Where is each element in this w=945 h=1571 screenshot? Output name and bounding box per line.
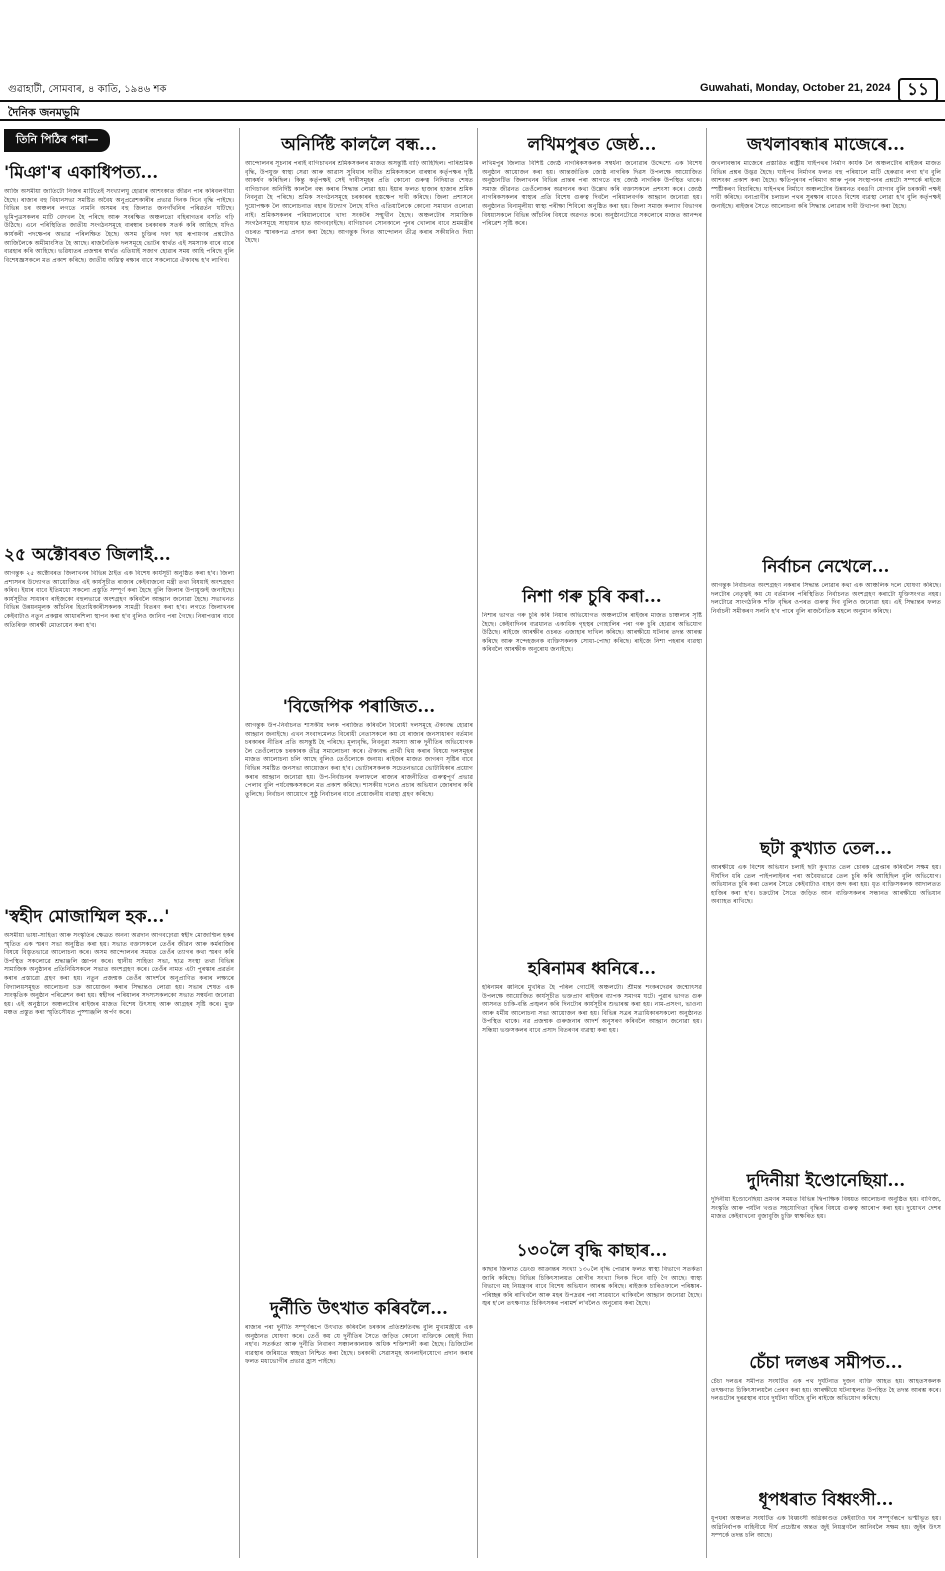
article-headline[interactable]: ২৫ অক্টোবৰত জিলাই... xyxy=(4,545,171,565)
article-body: লখিমপুৰ জিলাত বিশিষ্ট জ্যেষ্ঠ নাগৰিকসকলক সম্বৰ্ধনা জনোৱাৰ উদ্দেশ্যে এক বিশেষ অনুষ্ঠান আয়োজন কৰা হয়। আন্তৰ্জাতিক জ্যেষ্ঠ নাগৰিক দিৱস উপলক্ষে আয়োজিত অনুষ্ঠানটিত জিলাখনৰ বিভিন্ন প্ৰান্তৰ পৰা আগতে বহু জ্যেষ্ঠ নাগৰিক উপস্থিত থাকে। সমাজ জীৱনত তেওঁলোকৰ অৱদানৰ কথা উল্লেখ কৰি বক্তাসকলে প্ৰশংসা কৰে। জ্যেষ্ঠ নাগৰিকসকলৰ স্বাস্থ্যৰ প্ৰতি বিশেষ গুৰুত্ব দিবলৈ পৰিয়ালবৰ্গক আহ্বান জনোৱা হয়। অনুষ্ঠানত বিনামূলীয়া স্বাস্থ্য পৰীক্ষা শিবিৰো অনুষ্ঠিত কৰা হয়। জিলা সমাজ কল্যাণ বিভাগৰ বিষয়াসকলে বিভিন্ন আঁচনিৰ বিষয়ে অৱগত কৰে। অনুষ্ঠানটোৱে সকলোৰে মাজত আনন্দৰ পৰিৱেশ সৃষ্টি কৰে। xyxy=(482,160,702,228)
header-date-assamese: গুৱাহাটী, সোমবাৰ, ৪ কাতি, ১৯৪৬ শক xyxy=(8,84,167,95)
article-headline[interactable]: 'বিজেপিক পৰাজিত... xyxy=(282,697,436,717)
header-date-english: Guwahati, Monday, October 21, 2024 xyxy=(700,82,891,94)
article-headline[interactable]: ১৩০লৈ বৃদ্ধি কাছাৰ... xyxy=(516,1241,668,1261)
article-body: আগন্তুক উপ-নিৰ্বাচনত শাসকীয় দলক পৰাজিত কৰিবলৈ বিৰোধী দলসমূহে ঐক্যবদ্ধ হোৱাৰ আহ্বান জনাইছে। এখন সংবাদমেলত বিৰোধী নেতাসকলে কয় যে ৰাজ্যৰ জনসাধাৰণ বৰ্তমান চৰকাৰৰ নীতিৰ প্ৰতি অসন্তুষ্ট হৈ পৰিছে। মূল্যবৃদ্ধি, নিবনুৱা সমস্যা আৰু দুৰ্নীতিৰ অভিযোগক লৈ তেওঁলোকে চৰকাৰক তীব্ৰ সমালোচনা কৰে। ঐক্যবদ্ধ প্ৰাৰ্থী থিয় কৰাৰ বিষয়ে দলসমূহৰ মাজত আলোচনা চলি আছে বুলিও তেওঁলোকে জনায়। ৰাইজৰ মাজত জাগৰণ সৃষ্টিৰ বাবে বিভিন্ন সমষ্টিত জনসভা আয়োজন কৰা হ'ব। ভোটাৰসকলক সচেতনভাৱে ভোটাধিকাৰ প্ৰয়োগ কৰাৰ আহ্বান জনোৱা হয়। উপ-নিৰ্বাচনৰ ফলাফলে ৰাজ্যৰ ৰাজনীতিত গুৰুত্বপূৰ্ণ প্ৰভাৱ পেলাব বুলি পৰ্যবেক্ষকসকলে মত প্ৰকাশ কৰিছে। শাসকীয় দলেও প্ৰচাৰ অভিযান জোৰদাৰ কৰি তুলিছে। নিৰ্বাচন আয়োগে সুষ্ঠু নিৰ্বাচনৰ বাবে প্ৰয়োজনীয় ব্যৱস্থা গ্ৰহণ কৰিছে। xyxy=(245,722,473,798)
article-body: আন্দোলনৰ সূচনাৰ পৰাই বাগিচাখনৰ শ্ৰমিকসকলৰ মাজত অসন্তুষ্টি বাঢ়ি আহিছিল। পাৰিশ্ৰমিক বৃদ্ধি, উপযুক্ত স্বাস্থ্য সেৱা আৰু আৱাস সুবিধাৰ দাবীত শ্ৰমিকসকলে বাৰম্বাৰ কৰ্তৃপক্ষৰ দৃষ্টি আকৰ্ষণ কৰিছিল। কিন্তু কৰ্তৃপক্ষই সেই দাবীসমূহৰ প্ৰতি কোনো গুৰুত্ব নিদিয়াত শেষত বাগিচাখন অনিৰ্দিষ্ট কাললৈ বন্ধ কৰাৰ সিদ্ধান্ত লোৱা হয়। ইয়াৰ ফলত হাজাৰ হাজাৰ শ্ৰমিক নিবনুৱা হৈ পৰিছে। শ্ৰমিক সংগঠনসমূহে চৰকাৰৰ হস্তক্ষেপ দাবী কৰিছে। জিলা প্ৰশাসনে দুয়োপক্ষক লৈ আলোচনাত বহাৰ উদ্যোগ লৈছে যদিও এতিয়ালৈকে কোনো সমাধান ওলোৱা নাই। শ্ৰমিকসকলৰ পৰিয়ালবোৰে খাদ্য সংকটৰ সন্মুখীন হৈছে। অঞ্চলটোৰ সামাজিক সংগঠনসমূহে সাহায্যৰ হাত আগবঢ়াইছে। বাগিচাখন সোনকালে পুনৰ খোলাৰ বাবে শ্ৰমমন্ত্ৰীৰ ওচৰত স্মাৰকপত্ৰ প্ৰদান কৰা হৈছে। আগন্তুক দিনত আন্দোলন তীব্ৰ কৰাৰ সকীয়নিও দিয়া হৈছে। xyxy=(245,160,473,245)
article-headline[interactable]: হৰিনামৰ ধ্বনিৰে... xyxy=(527,959,657,979)
article-body: কাছাৰ জিলাত ডেংগু আক্ৰান্তৰ সংখ্যা ১৩০লৈ বৃদ্ধি পোৱাৰ ফলত স্বাস্থ্য বিভাগে সতৰ্কতা জাৰি কৰিছে। বিভিন্ন চিকিৎসালয়ত ৰোগীৰ সংখ্যা দিনক দিনে বাঢ়ি গৈ আছে। স্বাস্থ্য বিভাগে মহ নিয়ন্ত্ৰণৰ বাবে বিশেষ অভিযান আৰম্ভ কৰিছে। ৰাইজক চাৰিওফালে পৰিষ্কাৰ-পৰিচ্ছন্ন কৰি ৰাখিবলৈ আৰু মহৰ উপদ্ৰৱৰ পৰা সাৱধানে থাকিবলৈ আহ্বান জনোৱা হৈছে। জ্বৰ হ'লে তৎক্ষণাত চিকিৎসকৰ পৰামৰ্শ ল'বলৈও অনুৰোধ কৰা হৈছে। xyxy=(482,1266,702,1308)
article-headline[interactable]: ধূপধৰাত বিধ্বংসী... xyxy=(758,1490,894,1510)
page-header xyxy=(0,0,945,120)
article-body: নিশাৰ ভাগত গৰু চুৰি কৰি নিয়াৰ অভিযোগত অঞ্চলটোৰ ৰাইজৰ মাজত চাঞ্চল্যৰ সৃষ্টি হৈছে। কেইবাদিনৰ ব্যৱধানত একাধিক গৃহস্থৰ গোহালিৰ পৰা গৰু চুৰি হোৱাৰ অভিযোগ উঠিছে। ৰাইজে আৰক্ষীৰ ওচৰত এজাহাৰ দাখিল কৰিছে। আৰক্ষীয়ে ঘটনাৰ তদন্ত আৰম্ভ কৰিছে আৰু সন্দেহজনক ব্যক্তিসকলক সোধা-পোছা কৰিছে। ৰাইজে নিশা পহৰাৰ ব্যৱস্থা কৰিবলৈ আৰক্ষীক অনুৰোধ জনাইছে। xyxy=(482,612,702,654)
masthead: দৈনিক জনমভূমি xyxy=(8,106,80,119)
article xyxy=(711,1352,941,1483)
article-headline[interactable]: অনিৰ্দিষ্ট কাললৈ বন্ধ... xyxy=(281,135,437,155)
article xyxy=(482,1240,702,1556)
article-headline[interactable]: ছটা কুখ্যাত তেল... xyxy=(759,839,893,859)
article-body: চেঁচা দলঙৰ সমীপত সংঘটিত এক পথ দুৰ্ঘটনাত দুজন ব্যক্তি আহত হয়। আহতসকলক তৎক্ষণাত চিকিৎসালয়লৈ প্ৰেৰণ কৰা হয়। আৰক্ষীয়ে ঘটনাস্থলত উপস্থিত হৈ তদন্ত আৰম্ভ কৰে। দলঙটোৰ দুৰৱস্থাৰ বাবে দুৰ্ঘটনা ঘটিছে বুলি ৰাইজে অভিযোগ কৰিছে। xyxy=(711,1378,941,1403)
article-headline[interactable]: 'স্বহীদ মোজাম্মিল হক...' xyxy=(4,907,170,927)
article xyxy=(482,134,702,580)
article-headline[interactable]: নিৰ্বাচন নেখেলে... xyxy=(762,557,890,577)
article-headline[interactable]: চেঁচা দলঙৰ সমীপত... xyxy=(749,1353,903,1373)
article-headline[interactable]: নিশা গৰু চুৰি কৰা... xyxy=(522,587,662,607)
article-body: আজি অসমীয়া জাতিটো নিজৰ মাটিতেই সংখ্যালঘু হোৱাৰ আশংকাত জীৱন পাৰ কৰিবলগীয়া হৈছে। ৰাজ্যৰ বহু বিধানসভা সমষ্টিত অবৈধ অনুপ্ৰৱেশকাৰীৰ প্ৰভাৱ দিনক দিনে বৃদ্ধি পাইছে। বিভিন্ন চৰ অঞ্চলৰ লগতে নামনি অসমৰ বহু জিলাত জনগাঁথনিৰ পৰিৱৰ্তন ঘটিছে। ভূমিপুত্ৰসকলৰ মাটি বেদখল হৈ পৰিছে আৰু সংৰক্ষিত অঞ্চলতো বহিৰাগতৰ বসতি গঢ়ি উঠিছে। এনে পৰিস্থিতিত জাতীয় সংগঠনসমূহে বাৰম্বাৰ চৰকাৰক সতৰ্ক কৰি আহিছে যদিও কাৰ্যকৰী পদক্ষেপৰ অভাৱ পৰিলক্ষিত হৈছে। অসম চুক্তিৰ দফা ছয় ৰূপায়ণৰ প্ৰশ্নটোও আজিলৈকে অমীমাংসিত হৈ আছে। ৰাজনৈতিক দলসমূহে ভোটৰ স্বাৰ্থত এই সমস্যাক বাৰে বাৰে ব্যৱহাৰ কৰি আহিছে। ভৱিষ্যতৰ প্ৰজন্মৰ স্বাৰ্থত এতিয়াই সজাগ হোৱাৰ সময় আহি পৰিছে বুলি বিশেষজ্ঞসকলে মত প্ৰকাশ কৰিছে। জাতীয় অস্তিত্ব ৰক্ষাৰ বাবে সকলোৱে ঐক্যবদ্ধ হ'ব লাগিব। xyxy=(4,188,234,264)
article xyxy=(245,134,473,690)
article xyxy=(4,544,234,900)
article xyxy=(245,1298,473,1524)
article-headline[interactable]: দুদিনীয়া ইণ্ডোনেছিয়া... xyxy=(746,1171,906,1191)
article xyxy=(711,838,941,1164)
article-headline[interactable]: জখলাবন্ধাৰ মাজেৰে... xyxy=(747,135,905,155)
article xyxy=(4,906,234,1558)
article-body: আগন্তুক নিৰ্বাচনত অংশগ্ৰহণ নকৰাৰ সিদ্ধান্ত লোৱাৰ কথা এক আঞ্চলিক দলে ঘোষণা কৰিছে। দলটোৰ নেতৃত্বই কয় যে বৰ্তমানৰ পৰিস্থিতিত নিৰ্বাচনত অংশগ্ৰহণ কৰাটো যুক্তিসংগত নহয়। দলটোৱে সাংগঠনিক শক্তি বৃদ্ধিৰ ওপৰত গুৰুত্ব দিব বুলিও জনোৱা হয়। এই সিদ্ধান্তৰ ফলত নিৰ্বাচনী সমীকৰণ সলনি হ'ব পাৰে বুলি ৰাজনৈতিক মহলে অনুমান কৰিছে। xyxy=(711,582,941,615)
column-divider xyxy=(239,128,240,1558)
article-headline[interactable]: দুৰ্নীতি উৎখাত কৰিবলৈ... xyxy=(270,1299,448,1319)
article xyxy=(711,556,941,832)
article-headline[interactable]: লখিমপুৰত জেষ্ঠ... xyxy=(527,135,657,155)
article xyxy=(711,134,941,550)
article-headline[interactable]: 'মিঞা'ৰ একাধিপত্য... xyxy=(4,163,159,183)
column-divider xyxy=(477,128,478,1558)
article xyxy=(482,958,702,1234)
column-divider xyxy=(706,128,707,1558)
article-body: অসমীয়া ভাষা-সাহিত্য আৰু সংস্কৃতিৰ ক্ষেত্ৰত অনন্য অৱদান আগবঢ়োৱা স্বহীদ মোজাম্মিল হকৰ স্মৃতিত এক স্মৰণ সভা অনুষ্ঠিত কৰা হয়। সভাত বক্তাসকলে তেওঁৰ জীৱন আৰু কৰ্মৰাজিৰ বিষয়ে বিস্তৃতভাৱে আলোচনা কৰে। অসম আন্দোলনৰ সময়ত তেওঁৰ ত্যাগৰ কথা স্মৰণ কৰি উপস্থিত সকলোৱে শ্ৰদ্ধাঞ্জলি জ্ঞাপন কৰে। স্থানীয় সাহিত্য সভা, ছাত্ৰ সংস্থা তথা বিভিন্ন সামাজিক অনুষ্ঠানৰ প্ৰতিনিধিসকলে সভাত অংশগ্ৰহণ কৰে। তেওঁৰ নামত এটা পুৰস্কাৰ প্ৰৱৰ্তন কৰাৰ প্ৰস্তাৱো গ্ৰহণ কৰা হয়। নতুন প্ৰজন্মক তেওঁৰ আদৰ্শৰে অনুপ্ৰাণিত কৰাৰ লক্ষ্যৰে বিদ্যালয়সমূহত আলোচনা চক্ৰ আয়োজন কৰাৰ সিদ্ধান্তও লোৱা হয়। সভাৰ শেষত এক সাংস্কৃতিক অনুষ্ঠান পৰিৱেশন কৰা হয়। স্বহীদৰ পৰিয়ালৰ সদস্যসকলকো সভাত সম্বৰ্ধনা জনোৱা হয়। এই অনুষ্ঠানে অঞ্চলটোৰ ৰাইজৰ মাজত বিশেষ উৎসাহ আৰু আগ্ৰহৰ সৃষ্টি কৰে। মুক্ত মঞ্চত প্ৰস্তুত কৰা স্মৃতিসৌধত পুষ্পাঞ্জলি অৰ্পণ কৰে। xyxy=(4,932,234,1017)
page-number: ১১ xyxy=(898,78,938,102)
article-body: দুদিনীয়া ইণ্ডোনেছিয়া ভ্ৰমণৰ সময়ত বিভিন্ন দ্বিপাক্ষিক বিষয়ত আলোচনা অনুষ্ঠিত হয়। বাণিজ্য, সংস্কৃতি আৰু পৰ্যটন খণ্ডত সহযোগিতা বৃদ্ধিৰ বিষয়ে গুৰুত্ব আৰোপ কৰা হয়। দুয়োখন দেশৰ মাজত কেইবাখনো বুজাবুজি চুক্তি স্বাক্ষৰিত হয়। xyxy=(711,1196,941,1221)
article-body: আৰক্ষীয়ে এক বিশেষ অভিযান চলাই ছটা কুখ্যাত তেল চোৰক গ্ৰেপ্তাৰ কৰিবলৈ সক্ষম হয়। দীৰ্ঘদিন ধৰি তেল পাইপলাইনৰ পৰা অবৈধভাৱে তেল চুৰি কৰি আহিছিল বুলি অভিযোগ। অভিযানত চুৰি কৰা তেলৰ সৈতে কেইবাটাও বাহন জব্দ কৰা হয়। ধৃত ব্যক্তিসকলক আদালতত হাজিৰ কৰা হ'ব। চক্ৰটোৰ সৈতে জড়িত আন ব্যক্তিসকলৰ সন্ধানত আৰক্ষীয়ে অভিযান অব্যাহত ৰাখিছে। xyxy=(711,864,941,906)
article xyxy=(711,1170,941,1346)
article-body: আগন্তুক ২৫ অক্টোবৰত জিলাখনৰ বিভিন্ন ঠাইত এক বিশেষ কাৰ্যসূচী অনুষ্ঠিত কৰা হ'ব। জিলা প্ৰশাসনৰ উদ্যোগত আয়োজিত এই কাৰ্যসূচীত ৰাজ্যৰ কেইবাজনো মন্ত্ৰী তথা বিষয়াই অংশগ্ৰহণ কৰিব। ইয়াৰ বাবে ইতিমধ্যে সকলো প্ৰস্তুতি সম্পূৰ্ণ কৰা হৈছে বুলি জিলাৰ উপায়ুক্তই জনাইছে। কাৰ্যসূচীত সাধাৰণ ৰাইজকো বহুলভাৱে অংশগ্ৰহণ কৰিবলৈ আহ্বান জনোৱা হৈছে। সভাখনত বিভিন্ন উন্নয়নমূলক আঁচনিৰ হিতাধিকাৰীসকলক সামগ্ৰী বিতৰণ কৰা হ'ব। লগতে জিলাখনৰ কেইবাটাও নতুন প্ৰকল্পৰ আধাৰশিলা স্থাপন কৰা হ'ব বুলিও জানিব পৰা গৈছে। নিৰাপত্তাৰ বাবে অতিৰিক্ত আৰক্ষী মোতায়েন কৰা হ'ব। xyxy=(4,570,234,629)
column-1 xyxy=(4,128,234,1558)
column-4 xyxy=(711,128,941,1558)
article xyxy=(482,586,702,952)
article-body: হৰিনামৰ ধ্বনিৰে মুখৰিত হৈ পৰিল গোটেই অঞ্চলটো। শ্ৰীমন্ত শংকৰদেৱৰ জন্মোৎসৱ উপলক্ষে আয়োজিত কাৰ্যসূচীত ভক্তপ্ৰাণ ৰাইজৰ ব্যাপক সমাগম ঘটে। পুৱাৰ ভাগত গুৰু আসনত চাকি-বন্তি প্ৰজ্বলন কৰি দিনটোৰ কাৰ্যসূচীৰ শুভাৰম্ভ কৰা হয়। নাম-প্ৰসংগ, ভাওনা আৰু ধৰ্মীয় আলোচনা সভা আয়োজন কৰা হয়। বিভিন্ন সত্ৰৰ সত্ৰাধিকাৰসকলো অনুষ্ঠানত উপস্থিত থাকে। নৱ প্ৰজন্মক গুৰুজনাৰ আদৰ্শ অনুসৰণ কৰিবলৈ আহ্বান জনোৱা হয়। সন্ধিয়া ভক্তসকলৰ বাবে প্ৰসাদ বিতৰণৰ ব্যৱস্থা কৰা হয়। xyxy=(482,984,702,1034)
header-rule-bottom xyxy=(0,119,945,121)
article xyxy=(4,162,234,538)
article xyxy=(245,696,473,1292)
article-body: ধূপধৰা অঞ্চলত সংঘটিত এক বিধ্বংসী অগ্নিকাণ্ডত কেইবাটাও ঘৰ সম্পূৰ্ণৰূপে ভস্মীভূত হয়। অগ্নিনিৰ্বাপক বাহিনীয়ে দীৰ্ঘ প্ৰচেষ্টাৰ অন্তত জুই নিয়ন্ত্ৰণলৈ আনিবলৈ সক্ষম হয়। জুইৰ উৎস সম্পৰ্কে তদন্ত চলি আছে। xyxy=(711,1515,941,1540)
column-2 xyxy=(245,128,473,1558)
article xyxy=(711,1489,941,1558)
section-tag: তিনি পিঠিৰ পৰা— xyxy=(4,129,110,152)
article-body: জখলাবন্ধাৰ মাজেৰে প্ৰস্তাৱিত ৰাষ্ট্ৰীয় ঘাইপথৰ নিৰ্মাণ কাৰ্যক লৈ অঞ্চলটোৰ ৰাইজৰ মাজত বিভিন্ন প্ৰশ্নৰ উদ্ভৱ হৈছে। ঘাইপথ নিৰ্মাণৰ ফলত বহু পৰিয়ালে মাটি হেৰুৱাব লগা হ'ব বুলি আশংকা প্ৰকাশ কৰা হৈছে। ক্ষতিপূৰণৰ পৰিমাণ আৰু পুনৰ সংস্থাপনৰ প্ৰশ্নটো সম্পৰ্কে ৰাইজে স্পষ্টীকৰণ বিচাৰিছে। ঘাইপথৰ নিৰ্মাণে অঞ্চলটোৰ উন্নয়নত বৰঙণি যোগাব বুলি চৰকাৰী পক্ষই দাবী কৰিছে। বন্যপ্ৰাণীৰ চলাচল পথৰ সুৰক্ষাৰ বাবেও বিশেষ ব্যৱস্থা লোৱা হ'ব বুলি কৰ্তৃপক্ষই জনাইছে। ৰাইজৰ সৈতে আলোচনা কৰি সিদ্ধান্ত লোৱাৰ দাবী উত্থাপন কৰা হৈছে। xyxy=(711,160,941,210)
column-3 xyxy=(482,128,702,1558)
header-rule xyxy=(0,100,945,102)
article-body: ৰাজ্যৰ পৰা দুৰ্নীতি সম্পূৰ্ণৰূপে উৎখাত কৰিবলৈ চৰকাৰ প্ৰতিশ্ৰুতিবদ্ধ বুলি মুখ্যমন্ত্ৰীয়ে এক অনুষ্ঠানত ঘোষণা কৰে। তেওঁ কয় যে দুৰ্নীতিৰ সৈতে জড়িত কোনো ব্যক্তিকে ৰেহাই দিয়া নহ'ব। সতৰ্কতা আৰু দুৰ্নীতি নিবাৰণ সঞ্চালকালয়ক অধিক শক্তিশালী কৰা হৈছে। ডিজিটেল ব্যৱস্থাৰ জৰিয়তে স্বচ্ছতা নিশ্চিত কৰা হৈছে। চৰকাৰী সেৱাসমূহ অনলাইনযোগে প্ৰদান কৰাৰ ফলত মধ্যভোগীৰ প্ৰভাৱ হ্ৰাস পাইছে। xyxy=(245,1324,473,1366)
